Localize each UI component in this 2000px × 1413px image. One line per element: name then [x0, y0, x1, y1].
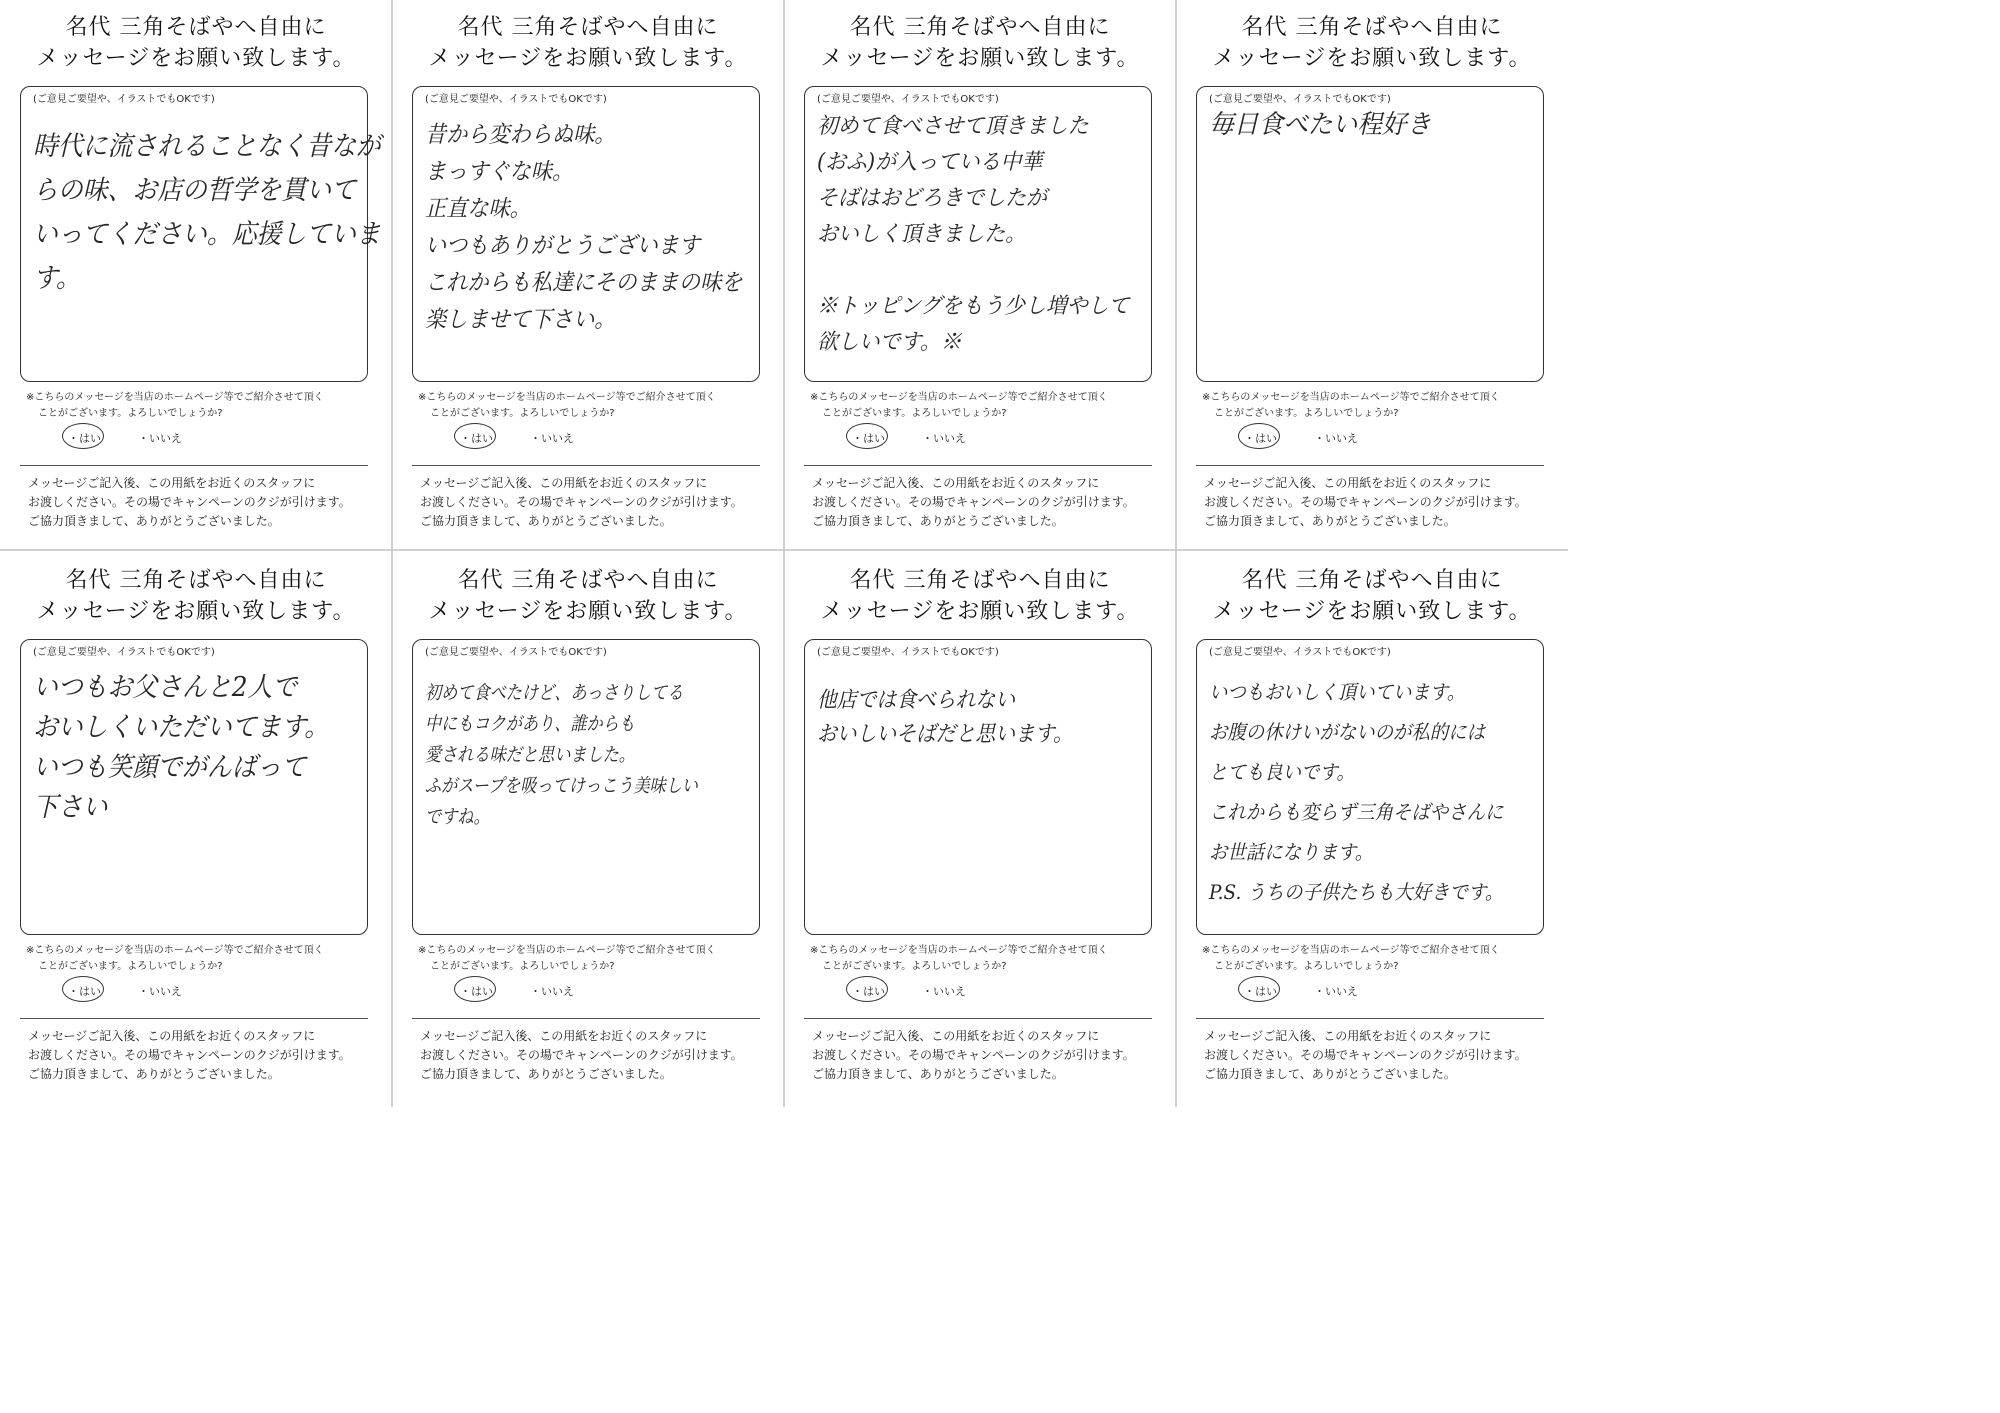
- no-label: ・いいえ: [922, 985, 966, 998]
- card-title: [0, 12, 392, 74]
- instructions-line: メッセージご記入後、この用紙をお近くのスタッフに: [1204, 1029, 1492, 1043]
- instructions: [1204, 1027, 1527, 1084]
- handwriting-line: 楽しませて下さい。: [425, 307, 616, 333]
- handwritten-message: [1209, 105, 1533, 145]
- yes-option: [68, 983, 101, 999]
- title-line: 名代 三角そばやへ自由に: [1241, 568, 1503, 593]
- instructions: [420, 1027, 743, 1084]
- yes-option: [852, 983, 885, 999]
- handwriting-line: とても良いです。: [1209, 760, 1355, 784]
- handwriting-line: 下さい: [33, 792, 108, 823]
- handwriting-line: (おふ)が入っている中華: [817, 150, 1043, 175]
- no-label: ・いいえ: [138, 985, 182, 998]
- handwriting-line: まっすぐな味。: [425, 159, 574, 185]
- yes-option: [460, 430, 493, 446]
- handwriting-line: 正直な味。: [425, 196, 531, 222]
- handwriting-line: す。: [33, 263, 81, 294]
- consent-question: [810, 390, 1166, 422]
- message-hint: (ご意見ご要望や、イラストでもOKです): [817, 647, 999, 658]
- instructions: [1204, 474, 1527, 531]
- card-title: [1176, 565, 1568, 627]
- handwriting-line: 時代に流されることなく昔なが: [33, 131, 381, 162]
- instructions-line: メッセージご記入後、この用紙をお近くのスタッフに: [1204, 476, 1492, 490]
- consent-question: [418, 390, 774, 422]
- instructions-line: お渡しください。その場でキャンペーンのクジが引けます。: [28, 495, 351, 509]
- message-card: [784, 0, 1176, 553]
- title-line: メッセージをお願い致します。: [36, 46, 356, 71]
- answer-circle: [846, 976, 888, 1002]
- handwriting-line: おいしく頂きました。: [817, 222, 1027, 247]
- handwriting-line: いつもお父さんと2人で: [33, 672, 298, 703]
- handwritten-message: [817, 684, 1141, 752]
- message-box: [1196, 86, 1544, 382]
- answer-circle: [62, 976, 104, 1002]
- message-card: [0, 0, 392, 553]
- handwriting-line: いってください。応援していま: [33, 219, 381, 250]
- answer-circle: [846, 423, 888, 449]
- title-line: メッセージをお願い致します。: [428, 46, 748, 71]
- handwritten-message: [425, 117, 749, 339]
- yes-label: ・はい: [852, 432, 885, 445]
- answer-circle: [454, 423, 496, 449]
- handwriting-line: 毎日食べたい程好き: [1209, 110, 1432, 140]
- title-line: メッセージをお願い致します。: [36, 599, 356, 624]
- consent-line: ことがございます。よろしいでしょうか?: [430, 408, 615, 419]
- divider: [1196, 1018, 1544, 1019]
- divider: [412, 1018, 760, 1019]
- message-card: [1176, 0, 1568, 553]
- yes-option: [1244, 983, 1277, 999]
- yes-label: ・はい: [68, 985, 101, 998]
- title-line: メッセージをお願い致します。: [820, 46, 1140, 71]
- instructions-line: メッセージご記入後、この用紙をお近くのスタッフに: [812, 1029, 1100, 1043]
- no-option: [138, 983, 182, 999]
- consent-line: ※こちらのメッセージを当店のホームページ等でご紹介させて頂く: [1202, 392, 1500, 403]
- card-separator: [1175, 0, 1177, 1107]
- yes-option: [1244, 430, 1277, 446]
- handwriting-line: いつもありがとうございます: [425, 233, 701, 259]
- message-box: [412, 86, 760, 382]
- divider: [412, 465, 760, 466]
- consent-line: ことがございます。よろしいでしょうか?: [38, 408, 223, 419]
- handwriting-line: 初めて食べたけど、あっさりしてる: [425, 682, 684, 704]
- handwriting-line: おいしくいただいてます。: [33, 712, 330, 743]
- no-option: [922, 430, 966, 446]
- yes-option: [68, 430, 101, 446]
- card-title: [392, 12, 784, 74]
- consent-line: ※こちらのメッセージを当店のホームページ等でご紹介させて頂く: [810, 945, 1108, 956]
- instructions-line: メッセージご記入後、この用紙をお近くのスタッフに: [28, 476, 316, 490]
- handwriting-line: これからも変らず三角そばやさんに: [1209, 800, 1504, 824]
- title-line: メッセージをお願い致します。: [428, 599, 748, 624]
- handwriting-line: 初めて食べさせて頂きました: [817, 114, 1089, 139]
- yes-label: ・はい: [1244, 985, 1277, 998]
- card-title: [784, 12, 1176, 74]
- handwriting-line: これからも私達にそのままの味を: [425, 270, 743, 296]
- handwriting-line: 昔から変わらぬ味。: [425, 122, 616, 148]
- instructions-line: メッセージご記入後、この用紙をお近くのスタッフに: [420, 1029, 708, 1043]
- no-option: [1314, 430, 1358, 446]
- message-card: [784, 553, 1176, 1107]
- instructions-line: ご協力頂きまして、ありがとうございました。: [420, 1067, 672, 1081]
- handwriting-line: おいしいそばだと思います。: [817, 722, 1073, 747]
- message-hint: (ご意見ご要望や、イラストでもOKです): [1209, 647, 1391, 658]
- card-separator: [0, 549, 1568, 551]
- no-label: ・いいえ: [530, 432, 574, 445]
- message-hint: (ご意見ご要望や、イラストでもOKです): [425, 647, 607, 658]
- no-label: ・いいえ: [138, 432, 182, 445]
- yes-label: ・はい: [852, 985, 885, 998]
- consent-question: [1202, 943, 1558, 975]
- consent-question: [418, 943, 774, 975]
- consent-line: ことがございます。よろしいでしょうか?: [38, 961, 223, 972]
- handwriting-line: お腹の休けいがないのが私的には: [1209, 720, 1485, 744]
- no-label: ・いいえ: [922, 432, 966, 445]
- consent-line: ことがございます。よろしいでしょうか?: [822, 408, 1007, 419]
- consent-question: [810, 943, 1166, 975]
- message-box: [20, 86, 381, 382]
- answer-circle: [1238, 423, 1280, 449]
- instructions-line: お渡しください。その場でキャンペーンのクジが引けます。: [812, 495, 1135, 509]
- instructions-line: ご協力頂きまして、ありがとうございました。: [1204, 1067, 1456, 1081]
- consent-line: ※こちらのメッセージを当店のホームページ等でご紹介させて頂く: [1202, 945, 1500, 956]
- answer-circle: [1238, 976, 1280, 1002]
- title-line: メッセージをお願い致します。: [820, 599, 1140, 624]
- instructions: [812, 474, 1135, 531]
- consent-line: ※こちらのメッセージを当店のホームページ等でご紹介させて頂く: [26, 945, 324, 956]
- yes-label: ・はい: [1244, 432, 1277, 445]
- yes-label: ・はい: [68, 432, 101, 445]
- handwriting-line: ※トッピングをもう少し増やして: [817, 294, 1130, 319]
- consent-line: ことがございます。よろしいでしょうか?: [1214, 961, 1399, 972]
- divider: [20, 465, 368, 466]
- no-option: [1314, 983, 1358, 999]
- message-box: [412, 639, 760, 935]
- instructions-line: お渡しください。その場でキャンペーンのクジが引けます。: [1204, 1048, 1527, 1062]
- instructions-line: お渡しください。その場でキャンペーンのクジが引けます。: [420, 1048, 743, 1062]
- handwritten-message: [817, 109, 1141, 361]
- card-title: [784, 565, 1176, 627]
- title-line: 名代 三角そばやへ自由に: [457, 568, 719, 593]
- yes-option: [460, 983, 493, 999]
- handwriting-line: そばはおどろきでしたが: [817, 186, 1047, 211]
- handwritten-message: [1209, 672, 1533, 912]
- card-title: [392, 565, 784, 627]
- instructions-line: ご協力頂きまして、ありがとうございました。: [28, 514, 280, 528]
- message-hint: (ご意見ご要望や、イラストでもOKです): [1209, 94, 1391, 105]
- handwritten-message: [33, 668, 357, 828]
- title-line: 名代 三角そばやへ自由に: [457, 15, 719, 40]
- no-option: [530, 983, 574, 999]
- message-box: [804, 86, 1152, 382]
- consent-line: ことがございます。よろしいでしょうか?: [1214, 408, 1399, 419]
- message-box: [804, 639, 1152, 935]
- title-line: 名代 三角そばやへ自由に: [1241, 15, 1503, 40]
- no-option: [138, 430, 182, 446]
- instructions-line: ご協力頂きまして、ありがとうございました。: [812, 514, 1064, 528]
- no-label: ・いいえ: [530, 985, 574, 998]
- consent-line: ※こちらのメッセージを当店のホームページ等でご紹介させて頂く: [418, 945, 716, 956]
- handwriting-line: 欲しいです。※: [817, 330, 962, 355]
- instructions-line: ご協力頂きまして、ありがとうございました。: [28, 1067, 280, 1081]
- consent-line: ※こちらのメッセージを当店のホームページ等でご紹介させて頂く: [418, 392, 716, 403]
- message-hint: (ご意見ご要望や、イラストでもOKです): [33, 94, 215, 105]
- message-card: [1176, 553, 1568, 1107]
- divider: [804, 465, 1152, 466]
- card-separator: [391, 0, 393, 1107]
- instructions: [28, 1027, 351, 1084]
- consent-question: [26, 943, 382, 975]
- yes-label: ・はい: [460, 432, 493, 445]
- no-label: ・いいえ: [1314, 985, 1358, 998]
- message-hint: (ご意見ご要望や、イラストでもOKです): [425, 94, 607, 105]
- instructions-line: お渡しください。その場でキャンペーンのクジが引けます。: [28, 1048, 351, 1062]
- handwriting-line: らの味、お店の哲学を貫いて: [33, 175, 356, 206]
- no-option: [530, 430, 574, 446]
- instructions-line: お渡しください。その場でキャンペーンのクジが引けます。: [812, 1048, 1135, 1062]
- instructions-line: ご協力頂きまして、ありがとうございました。: [420, 514, 672, 528]
- card-title: [1176, 12, 1568, 74]
- handwriting-line: P.S. うちの子供たちも大好きです。: [1209, 880, 1504, 904]
- message-hint: (ご意見ご要望や、イラストでもOKです): [33, 647, 215, 658]
- divider: [1196, 465, 1544, 466]
- title-line: 名代 三角そばやへ自由に: [65, 15, 327, 40]
- handwriting-line: [817, 253, 1125, 289]
- message-hint: (ご意見ご要望や、イラストでもOKです): [817, 94, 999, 105]
- answer-circle: [454, 976, 496, 1002]
- title-line: 名代 三角そばやへ自由に: [849, 15, 1111, 40]
- handwritten-message: [33, 125, 381, 301]
- instructions-line: メッセージご記入後、この用紙をお近くのスタッフに: [812, 476, 1100, 490]
- handwriting-line: ふがスープを吸ってけっこう美味しい: [425, 775, 698, 797]
- divider: [804, 1018, 1152, 1019]
- handwriting-line: 愛される味だと思いました。: [425, 744, 635, 766]
- consent-line: ことがございます。よろしいでしょうか?: [430, 961, 615, 972]
- message-box: [20, 639, 368, 935]
- no-label: ・いいえ: [1314, 432, 1358, 445]
- title-line: メッセージをお願い致します。: [1212, 599, 1532, 624]
- instructions-line: お渡しください。その場でキャンペーンのクジが引けます。: [420, 495, 743, 509]
- no-option: [922, 983, 966, 999]
- instructions-line: メッセージご記入後、この用紙をお近くのスタッフに: [28, 1029, 316, 1043]
- message-box: [1196, 639, 1544, 935]
- card-title: [0, 565, 392, 627]
- instructions-line: ご協力頂きまして、ありがとうございました。: [1204, 514, 1456, 528]
- message-card: [0, 553, 392, 1107]
- instructions: [812, 1027, 1135, 1084]
- title-line: 名代 三角そばやへ自由に: [849, 568, 1111, 593]
- handwriting-line: いつもおいしく頂いています。: [1209, 680, 1466, 704]
- answer-circle: [62, 423, 104, 449]
- instructions: [420, 474, 743, 531]
- consent-question: [1202, 390, 1558, 422]
- yes-label: ・はい: [460, 985, 493, 998]
- handwriting-line: ですね。: [425, 806, 490, 828]
- handwritten-message: [425, 678, 749, 833]
- card-separator: [783, 0, 785, 1107]
- handwriting-line: 他店では食べられない: [817, 688, 1016, 713]
- title-line: 名代 三角そばやへ自由に: [65, 568, 327, 593]
- consent-line: ことがございます。よろしいでしょうか?: [822, 961, 1007, 972]
- handwriting-line: いつも笑顔でがんばって: [33, 752, 307, 783]
- consent-line: ※こちらのメッセージを当店のホームページ等でご紹介させて頂く: [26, 392, 324, 403]
- instructions-line: メッセージご記入後、この用紙をお近くのスタッフに: [420, 476, 708, 490]
- instructions: [28, 474, 351, 531]
- divider: [20, 1018, 368, 1019]
- title-line: メッセージをお願い致します。: [1212, 46, 1532, 71]
- instructions-line: お渡しください。その場でキャンペーンのクジが引けます。: [1204, 495, 1527, 509]
- consent-question: [26, 390, 382, 422]
- yes-option: [852, 430, 885, 446]
- message-card: [392, 553, 784, 1107]
- handwriting-line: お世話になります。: [1209, 840, 1374, 864]
- instructions-line: ご協力頂きまして、ありがとうございました。: [812, 1067, 1064, 1081]
- message-card: [392, 0, 784, 553]
- handwriting-line: 中にもコクがあり、誰からも: [425, 713, 635, 735]
- consent-line: ※こちらのメッセージを当店のホームページ等でご紹介させて頂く: [810, 392, 1108, 403]
